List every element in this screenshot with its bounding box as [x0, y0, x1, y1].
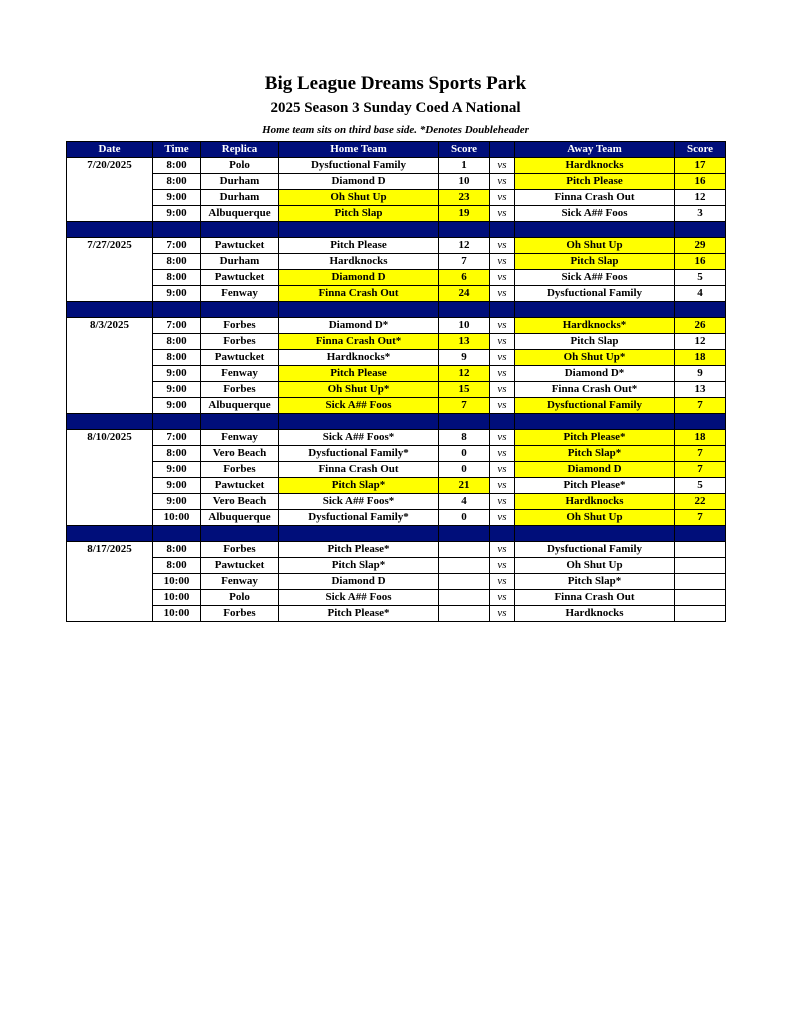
- away-team: Pitch Slap*: [515, 446, 675, 462]
- game-row: [67, 334, 726, 350]
- separator-cell: [153, 222, 201, 238]
- vs-label: vs: [490, 366, 515, 382]
- replica-field: Forbes: [201, 462, 279, 478]
- separator-cell: [153, 526, 201, 542]
- game-time: 9:00: [153, 190, 201, 206]
- game-row: [67, 574, 726, 590]
- home-score: 7: [439, 254, 490, 270]
- replica-field: Forbes: [201, 542, 279, 558]
- replica-field: Pawtucket: [201, 558, 279, 574]
- away-score: 4: [675, 286, 726, 302]
- separator-cell: [67, 222, 153, 238]
- separator-cell: [490, 414, 515, 430]
- away-score: 18: [675, 430, 726, 446]
- home-score: [439, 590, 490, 606]
- home-team: Pitch Please: [279, 238, 439, 254]
- game-row: [67, 158, 726, 174]
- vs-label: vs: [490, 174, 515, 190]
- separator-cell: [201, 526, 279, 542]
- page-title: Big League Dreams Sports Park: [264, 73, 527, 94]
- date-cell: [67, 174, 153, 190]
- week-date: 7/27/2025: [67, 238, 153, 254]
- replica-field: Pawtucket: [201, 238, 279, 254]
- game-row: [67, 398, 726, 414]
- vs-label: vs: [490, 462, 515, 478]
- date-cell: [67, 254, 153, 270]
- home-team: Pitch Slap*: [279, 558, 439, 574]
- home-team: Oh Shut Up: [279, 190, 439, 206]
- home-score: 0: [439, 462, 490, 478]
- separator-cell: [279, 222, 439, 238]
- home-score: 10: [439, 174, 490, 190]
- replica-field: Albuquerque: [201, 510, 279, 526]
- separator-cell: [515, 526, 675, 542]
- home-team: Pitch Slap: [279, 206, 439, 222]
- page-subtitle: 2025 Season 3 Sunday Coed A National: [270, 100, 521, 116]
- home-team: Pitch Please*: [279, 542, 439, 558]
- home-score: [439, 542, 490, 558]
- away-score: 3: [675, 206, 726, 222]
- replica-field: Forbes: [201, 334, 279, 350]
- replica-field: Fenway: [201, 574, 279, 590]
- separator-cell: [67, 414, 153, 430]
- schedule-note: Home team sits on third base side. *Denotes Doubleheader: [262, 124, 529, 136]
- home-score: 10: [439, 318, 490, 334]
- date-cell: [67, 606, 153, 622]
- game-time: 8:00: [153, 254, 201, 270]
- week-separator: [67, 302, 726, 318]
- date-cell: [67, 382, 153, 398]
- vs-label: vs: [490, 254, 515, 270]
- separator-cell: [490, 302, 515, 318]
- date-cell: [67, 510, 153, 526]
- away-team: Finna Crash Out: [515, 190, 675, 206]
- date-cell: [67, 462, 153, 478]
- away-team: Dysfuctional Family: [515, 286, 675, 302]
- vs-label: vs: [490, 574, 515, 590]
- game-time: 9:00: [153, 398, 201, 414]
- separator-cell: [279, 526, 439, 542]
- away-score: 13: [675, 382, 726, 398]
- home-team: Sick A## Foos*: [279, 494, 439, 510]
- away-team: Pitch Slap*: [515, 574, 675, 590]
- date-cell: [67, 190, 153, 206]
- game-row: [67, 606, 726, 622]
- away-score: [675, 542, 726, 558]
- away-team: Dysfuctional Family: [515, 542, 675, 558]
- header-home-team: Home Team: [279, 142, 439, 158]
- game-time: 8:00: [153, 174, 201, 190]
- away-team: Hardknocks: [515, 606, 675, 622]
- away-team: Finna Crash Out*: [515, 382, 675, 398]
- game-row: [67, 366, 726, 382]
- game-row: [67, 510, 726, 526]
- home-score: 8: [439, 430, 490, 446]
- date-cell: [67, 270, 153, 286]
- replica-field: Vero Beach: [201, 494, 279, 510]
- header-vs: [490, 142, 515, 158]
- home-team: Diamond D*: [279, 318, 439, 334]
- replica-field: Forbes: [201, 382, 279, 398]
- game-row: [67, 590, 726, 606]
- home-score: 9: [439, 350, 490, 366]
- game-row: [67, 190, 726, 206]
- vs-label: vs: [490, 206, 515, 222]
- separator-cell: [675, 222, 726, 238]
- game-time: 9:00: [153, 382, 201, 398]
- vs-label: vs: [490, 158, 515, 174]
- home-team: Finna Crash Out*: [279, 334, 439, 350]
- week-date: 8/10/2025: [67, 430, 153, 446]
- away-score: 26: [675, 318, 726, 334]
- separator-cell: [675, 302, 726, 318]
- separator-cell: [675, 526, 726, 542]
- away-score: 7: [675, 446, 726, 462]
- away-score: 9: [675, 366, 726, 382]
- game-row: [67, 254, 726, 270]
- game-row: [67, 206, 726, 222]
- home-score: 0: [439, 510, 490, 526]
- game-time: 10:00: [153, 510, 201, 526]
- home-score: 19: [439, 206, 490, 222]
- away-score: [675, 590, 726, 606]
- home-score: 12: [439, 238, 490, 254]
- replica-field: Fenway: [201, 286, 279, 302]
- away-score: 7: [675, 398, 726, 414]
- date-cell: [67, 398, 153, 414]
- away-team: Dysfuctional Family: [515, 398, 675, 414]
- away-team: Finna Crash Out: [515, 590, 675, 606]
- separator-cell: [439, 414, 490, 430]
- away-team: Pitch Slap: [515, 334, 675, 350]
- game-row: [67, 494, 726, 510]
- vs-label: vs: [490, 350, 515, 366]
- date-cell: [67, 334, 153, 350]
- away-team: Sick A## Foos: [515, 206, 675, 222]
- away-score: 22: [675, 494, 726, 510]
- away-team: Diamond D*: [515, 366, 675, 382]
- home-score: [439, 574, 490, 590]
- replica-field: Fenway: [201, 366, 279, 382]
- game-row: [67, 446, 726, 462]
- week-separator: [67, 526, 726, 542]
- away-score: 16: [675, 174, 726, 190]
- away-score: 18: [675, 350, 726, 366]
- vs-label: vs: [490, 398, 515, 414]
- away-team: Oh Shut Up: [515, 510, 675, 526]
- home-score: 12: [439, 366, 490, 382]
- game-time: 8:00: [153, 158, 201, 174]
- away-team: Hardknocks*: [515, 318, 675, 334]
- separator-cell: [439, 302, 490, 318]
- game-row: [67, 382, 726, 398]
- replica-field: Polo: [201, 590, 279, 606]
- vs-label: vs: [490, 238, 515, 254]
- home-score: 21: [439, 478, 490, 494]
- home-score: [439, 558, 490, 574]
- replica-field: Pawtucket: [201, 270, 279, 286]
- game-time: 9:00: [153, 286, 201, 302]
- replica-field: Fenway: [201, 430, 279, 446]
- game-row: [67, 478, 726, 494]
- separator-cell: [201, 222, 279, 238]
- home-team: Hardknocks*: [279, 350, 439, 366]
- separator-cell: [515, 414, 675, 430]
- away-team: Pitch Please*: [515, 430, 675, 446]
- vs-label: vs: [490, 382, 515, 398]
- date-cell: [67, 494, 153, 510]
- game-time: 9:00: [153, 206, 201, 222]
- home-team: Dysfuctional Family*: [279, 446, 439, 462]
- vs-label: vs: [490, 542, 515, 558]
- date-cell: [67, 350, 153, 366]
- home-team: Hardknocks: [279, 254, 439, 270]
- week-separator: [67, 222, 726, 238]
- away-team: Sick A## Foos: [515, 270, 675, 286]
- home-team: Pitch Please: [279, 366, 439, 382]
- home-team: Sick A## Foos: [279, 590, 439, 606]
- vs-label: vs: [490, 478, 515, 494]
- away-score: 17: [675, 158, 726, 174]
- vs-label: vs: [490, 606, 515, 622]
- date-cell: [67, 286, 153, 302]
- replica-field: Vero Beach: [201, 446, 279, 462]
- game-time: 7:00: [153, 318, 201, 334]
- header-replica: Replica: [201, 142, 279, 158]
- separator-cell: [439, 222, 490, 238]
- game-row: [67, 318, 726, 334]
- home-score: 1: [439, 158, 490, 174]
- header-date: Date: [67, 142, 153, 158]
- header-row: [67, 142, 726, 158]
- game-row: [67, 286, 726, 302]
- game-row: [67, 462, 726, 478]
- away-score: [675, 606, 726, 622]
- home-team: Diamond D: [279, 174, 439, 190]
- home-team: Diamond D: [279, 270, 439, 286]
- replica-field: Polo: [201, 158, 279, 174]
- replica-field: Albuquerque: [201, 206, 279, 222]
- home-score: 7: [439, 398, 490, 414]
- header-time: Time: [153, 142, 201, 158]
- game-time: 10:00: [153, 590, 201, 606]
- replica-field: Pawtucket: [201, 350, 279, 366]
- separator-cell: [490, 526, 515, 542]
- away-team: Oh Shut Up: [515, 238, 675, 254]
- schedule-table: [66, 141, 726, 622]
- away-score: 16: [675, 254, 726, 270]
- home-score: 24: [439, 286, 490, 302]
- home-team: Dysfuctional Family: [279, 158, 439, 174]
- home-score: 6: [439, 270, 490, 286]
- home-score: 15: [439, 382, 490, 398]
- away-team: Hardknocks: [515, 494, 675, 510]
- game-time: 8:00: [153, 558, 201, 574]
- game-row: [67, 430, 726, 446]
- vs-label: vs: [490, 430, 515, 446]
- home-score: 13: [439, 334, 490, 350]
- away-score: 5: [675, 270, 726, 286]
- week-date: 8/17/2025: [67, 542, 153, 558]
- vs-label: vs: [490, 590, 515, 606]
- separator-cell: [515, 302, 675, 318]
- separator-cell: [201, 414, 279, 430]
- game-row: [67, 558, 726, 574]
- home-team: Diamond D: [279, 574, 439, 590]
- separator-cell: [439, 526, 490, 542]
- separator-cell: [153, 414, 201, 430]
- away-score: 5: [675, 478, 726, 494]
- vs-label: vs: [490, 270, 515, 286]
- home-team: Pitch Please*: [279, 606, 439, 622]
- game-time: 8:00: [153, 350, 201, 366]
- game-row: [67, 270, 726, 286]
- replica-field: Durham: [201, 174, 279, 190]
- home-score: [439, 606, 490, 622]
- separator-cell: [279, 302, 439, 318]
- home-score: 23: [439, 190, 490, 206]
- home-team: Sick A## Foos: [279, 398, 439, 414]
- separator-cell: [490, 222, 515, 238]
- separator-cell: [67, 302, 153, 318]
- game-time: 9:00: [153, 478, 201, 494]
- replica-field: Forbes: [201, 318, 279, 334]
- away-team: Oh Shut Up: [515, 558, 675, 574]
- date-cell: [67, 574, 153, 590]
- home-team: Sick A## Foos*: [279, 430, 439, 446]
- away-team: Pitch Please: [515, 174, 675, 190]
- separator-cell: [515, 222, 675, 238]
- vs-label: vs: [490, 510, 515, 526]
- date-cell: [67, 206, 153, 222]
- vs-label: vs: [490, 446, 515, 462]
- away-score: 7: [675, 462, 726, 478]
- date-cell: [67, 590, 153, 606]
- date-cell: [67, 446, 153, 462]
- home-team: Pitch Slap*: [279, 478, 439, 494]
- replica-field: Pawtucket: [201, 478, 279, 494]
- replica-field: Durham: [201, 190, 279, 206]
- home-team: Dysfuctional Family*: [279, 510, 439, 526]
- separator-cell: [675, 414, 726, 430]
- game-time: 7:00: [153, 238, 201, 254]
- date-cell: [67, 478, 153, 494]
- game-time: 10:00: [153, 574, 201, 590]
- vs-label: vs: [490, 494, 515, 510]
- game-time: 8:00: [153, 542, 201, 558]
- header-away-team: Away Team: [515, 142, 675, 158]
- game-time: 9:00: [153, 462, 201, 478]
- replica-field: Durham: [201, 254, 279, 270]
- away-score: 7: [675, 510, 726, 526]
- away-team: Oh Shut Up*: [515, 350, 675, 366]
- away-score: 12: [675, 334, 726, 350]
- away-team: Diamond D: [515, 462, 675, 478]
- header-home-score: Score: [439, 142, 490, 158]
- away-score: [675, 574, 726, 590]
- game-time: 10:00: [153, 606, 201, 622]
- home-score: 0: [439, 446, 490, 462]
- away-score: [675, 558, 726, 574]
- game-row: [67, 350, 726, 366]
- vs-label: vs: [490, 286, 515, 302]
- separator-cell: [279, 414, 439, 430]
- away-team: Pitch Please*: [515, 478, 675, 494]
- date-cell: [67, 558, 153, 574]
- game-time: 8:00: [153, 270, 201, 286]
- game-time: 9:00: [153, 494, 201, 510]
- week-date: 8/3/2025: [67, 318, 153, 334]
- vs-label: vs: [490, 558, 515, 574]
- vs-label: vs: [490, 334, 515, 350]
- game-row: [67, 238, 726, 254]
- week-separator: [67, 414, 726, 430]
- away-score: 29: [675, 238, 726, 254]
- week-date: 7/20/2025: [67, 158, 153, 174]
- vs-label: vs: [490, 190, 515, 206]
- date-cell: [67, 366, 153, 382]
- replica-field: Albuquerque: [201, 398, 279, 414]
- header-away-score: Score: [675, 142, 726, 158]
- away-team: Hardknocks: [515, 158, 675, 174]
- home-team: Finna Crash Out: [279, 286, 439, 302]
- separator-cell: [153, 302, 201, 318]
- game-row: [67, 542, 726, 558]
- separator-cell: [67, 526, 153, 542]
- replica-field: Forbes: [201, 606, 279, 622]
- home-score: 4: [439, 494, 490, 510]
- home-team: Oh Shut Up*: [279, 382, 439, 398]
- home-team: Finna Crash Out: [279, 462, 439, 478]
- away-team: Pitch Slap: [515, 254, 675, 270]
- vs-label: vs: [490, 318, 515, 334]
- schedule-body: [67, 158, 726, 622]
- game-time: 7:00: [153, 430, 201, 446]
- game-row: [67, 174, 726, 190]
- game-time: 8:00: [153, 446, 201, 462]
- game-time: 8:00: [153, 334, 201, 350]
- away-score: 12: [675, 190, 726, 206]
- separator-cell: [201, 302, 279, 318]
- game-time: 9:00: [153, 366, 201, 382]
